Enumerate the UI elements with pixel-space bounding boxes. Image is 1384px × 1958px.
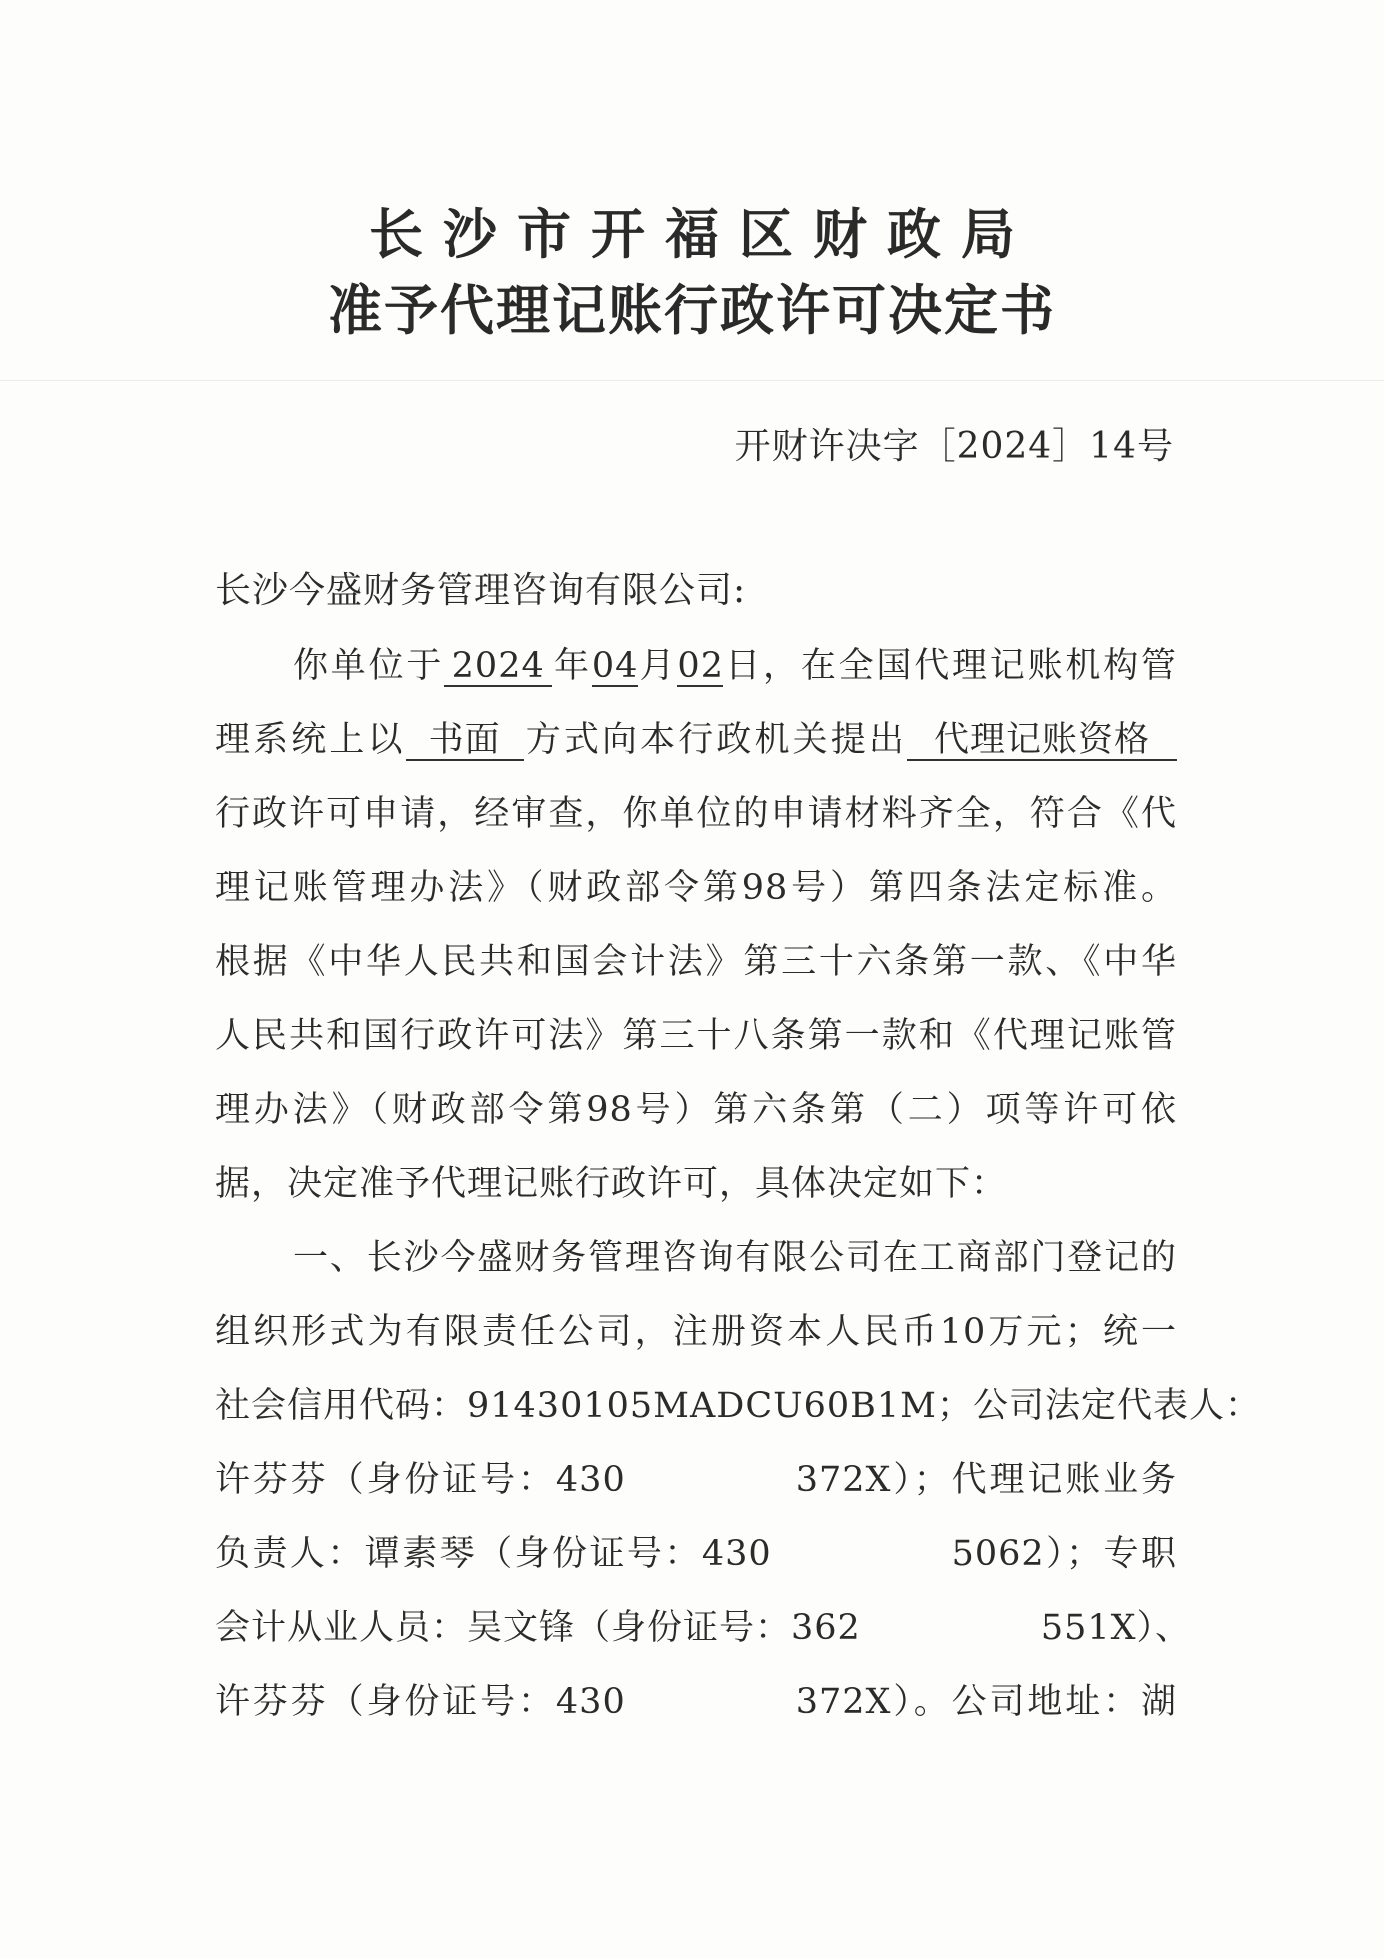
text: 方式向本行政机关提出 bbox=[523, 720, 907, 760]
body-line-10: 组织形式为有限责任公司，注册资本人民币10万元；统一 bbox=[215, 1312, 1177, 1352]
text: 会计从业人员：吴文锋（身份证号：362 bbox=[215, 1608, 861, 1648]
body-line-5: 根据《中华人民共和国会计法》第三十六条第一款、《中华 bbox=[215, 942, 1177, 982]
body-line-8: 据，决定准予代理记账行政许可，具体决定如下： bbox=[215, 1164, 1008, 1204]
text: 许芬芬（身份证号：430 bbox=[215, 1460, 626, 1500]
body-line-4: 理记账管理办法》（财政部令第98号）第四条法定标准。 bbox=[215, 868, 1177, 908]
filled-year: 2024 bbox=[444, 648, 552, 687]
filled-item: 代理记账资格 bbox=[907, 722, 1177, 761]
text: 372X）。公司地址：湖 bbox=[795, 1682, 1177, 1722]
filled-month: 04 bbox=[591, 646, 639, 686]
body-line-11: 社会信用代码：91430105MADCU60B1M；公司法定代表人： bbox=[215, 1386, 1261, 1426]
body-line-14 bbox=[215, 1600, 1192, 1650]
title-line-1: 长沙市开福区财政局 bbox=[369, 203, 1035, 266]
document-number: 开财许决字［2024］14号 bbox=[734, 426, 1174, 467]
text: 551X）、 bbox=[1040, 1608, 1192, 1648]
text: 月 bbox=[637, 646, 678, 686]
text: 日，在全国代理记账机构管 bbox=[723, 646, 1177, 686]
body-line-2 bbox=[215, 712, 1177, 762]
body-line-7: 理办法》（财政部令第98号）第六条第（二）项等许可依 bbox=[215, 1090, 1177, 1130]
body-line-6: 人民共和国行政许可法》第三十八条第一款和《代理记账管 bbox=[215, 1016, 1177, 1056]
body-line-3: 行政许可申请，经审查，你单位的申请材料齐全，符合《代 bbox=[215, 794, 1177, 834]
filled-method: 书面 bbox=[406, 722, 524, 761]
body-line-1 bbox=[293, 638, 1177, 688]
body-line-15 bbox=[215, 1674, 1177, 1724]
text: 负责人：谭素琴（身份证号：430 bbox=[215, 1534, 772, 1574]
filled-day: 02 bbox=[677, 646, 724, 686]
recipient: 长沙今盛财务管理咨询有限公司: bbox=[215, 570, 747, 611]
text: 你单位于 bbox=[293, 646, 445, 686]
body-line-13 bbox=[215, 1526, 1177, 1576]
text: 372X）；代理记账业务 bbox=[795, 1460, 1177, 1500]
body-line-12 bbox=[215, 1452, 1177, 1502]
text: 理系统上以 bbox=[215, 720, 406, 760]
text: 5062）；专职 bbox=[951, 1534, 1177, 1574]
scan-divider bbox=[0, 380, 1384, 381]
text: 许芬芬（身份证号：430 bbox=[215, 1682, 626, 1722]
title-line-2: 准予代理记账行政许可决定书 bbox=[328, 279, 1056, 342]
body-line-9: 一、长沙今盛财务管理咨询有限公司在工商部门登记的 bbox=[293, 1238, 1177, 1278]
text: 年 bbox=[552, 646, 592, 686]
